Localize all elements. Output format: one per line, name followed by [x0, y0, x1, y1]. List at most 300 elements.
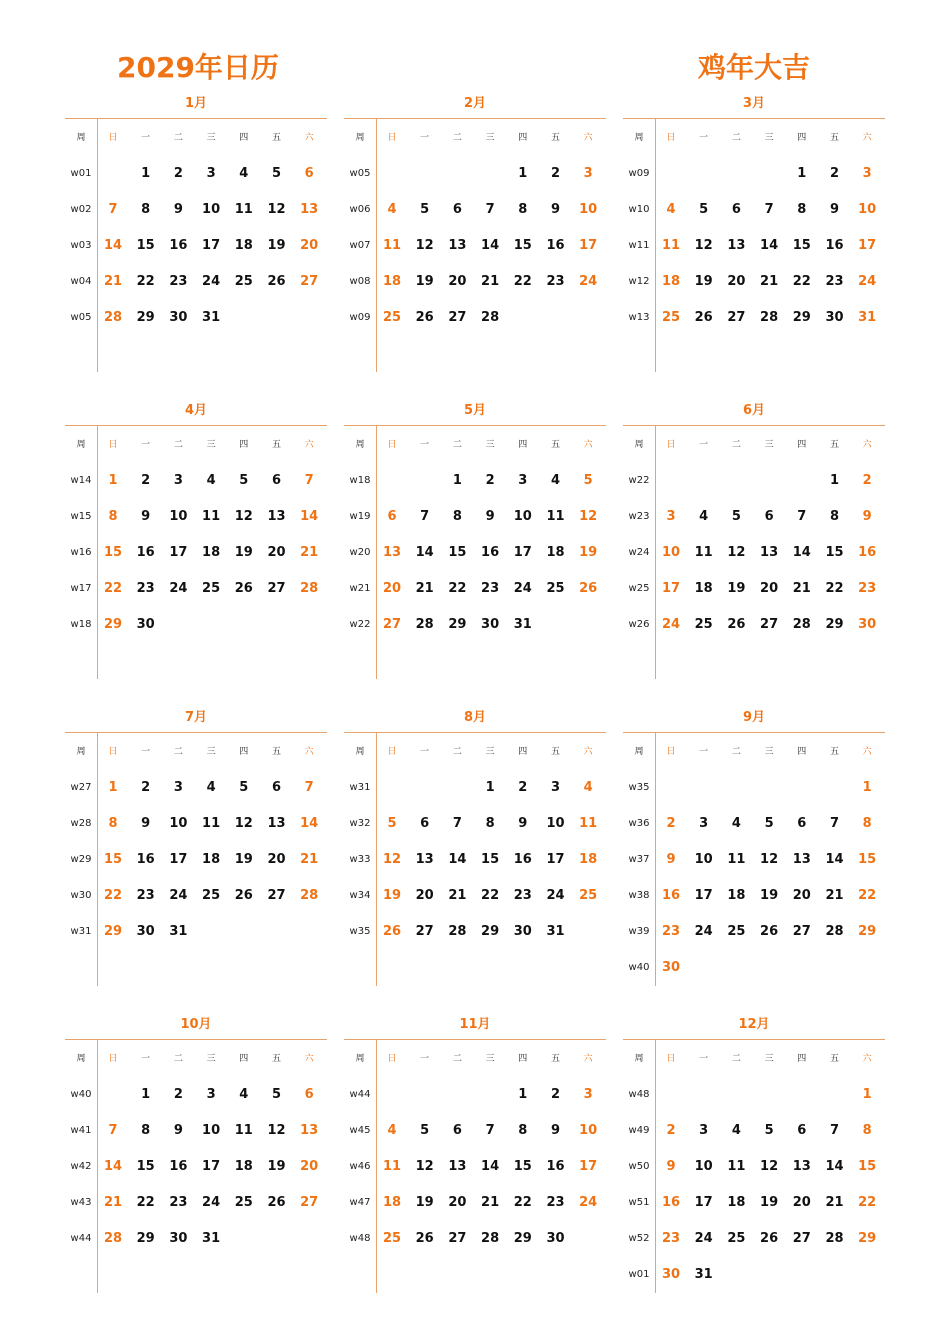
day-cell: 20 [792, 888, 811, 903]
weekday-header: 日 [387, 440, 397, 450]
day-cell: 22 [136, 1195, 155, 1210]
day-cell: 17 [202, 1159, 221, 1174]
weekday-header: 四 [797, 747, 807, 757]
day-cell: 7 [485, 202, 495, 217]
weekday-header: 二 [731, 133, 741, 143]
month-block [65, 1015, 327, 1299]
day-cell: 16 [481, 545, 500, 560]
day-cell: 23 [825, 274, 844, 289]
weekday-header: 四 [797, 440, 807, 450]
weekday-header: 五 [550, 440, 560, 450]
week-number: w35 [628, 782, 650, 793]
month-name: 1月 [184, 96, 208, 111]
day-cell: 3 [173, 473, 183, 488]
day-cell: 18 [382, 1195, 402, 1210]
day-cell: 9 [173, 1123, 183, 1138]
weekday-header: 日 [666, 133, 676, 143]
day-cell: 26 [267, 1195, 286, 1210]
day-cell: 31 [513, 617, 532, 632]
day-cell: 10 [546, 816, 565, 831]
day-cell: 4 [731, 816, 741, 831]
day-cell: 20 [760, 581, 779, 596]
weekday-header: 三 [485, 747, 495, 757]
day-cell: 25 [202, 888, 221, 903]
day-cell: 15 [103, 545, 123, 560]
day-cell: 26 [382, 924, 402, 939]
weekday-header: 五 [271, 747, 281, 757]
day-cell: 16 [858, 545, 877, 560]
day-cell: 17 [579, 238, 598, 253]
week-number: w45 [349, 1125, 371, 1136]
day-cell: 26 [267, 274, 286, 289]
weekday-header: 四 [797, 133, 807, 143]
day-cell: 3 [666, 509, 676, 524]
day-cell: 28 [300, 888, 319, 903]
day-cell: 23 [513, 888, 532, 903]
day-cell: 26 [234, 581, 253, 596]
month-header-rule [65, 1039, 327, 1040]
day-cell: 18 [727, 888, 746, 903]
day-cell: 2 [485, 473, 495, 488]
day-cell: 8 [829, 509, 840, 524]
day-cell: 6 [271, 780, 282, 795]
weekday-header: 二 [173, 133, 183, 143]
day-cell: 27 [300, 274, 319, 289]
day-cell: 24 [202, 274, 221, 289]
day-cell: 13 [760, 545, 779, 560]
day-cell: 5 [583, 473, 593, 488]
month-header-rule [65, 732, 327, 733]
day-cell: 11 [234, 202, 253, 217]
day-cell: 1 [829, 473, 840, 488]
day-cell: 14 [792, 545, 811, 560]
day-cell: 5 [420, 202, 430, 217]
day-cell: 19 [694, 274, 713, 289]
weekday-header: 五 [829, 1054, 839, 1064]
day-cell: 29 [858, 924, 877, 939]
weekday-header: 日 [108, 440, 118, 450]
weekday-header: 六 [304, 1054, 314, 1064]
month-name: 3月 [742, 96, 766, 111]
day-cell: 17 [513, 545, 532, 560]
weekday-header: 六 [862, 747, 872, 757]
weekday-header: 三 [206, 747, 216, 757]
day-cell: 15 [481, 852, 500, 867]
day-cell: 15 [513, 1159, 532, 1174]
month-header-rule [623, 425, 885, 426]
day-cell: 9 [666, 1159, 676, 1174]
weekday-header: 二 [731, 1054, 741, 1064]
day-cell: 29 [481, 924, 500, 939]
day-cell: 13 [792, 1159, 811, 1174]
day-cell: 21 [825, 1195, 844, 1210]
day-cell: 30 [661, 1267, 681, 1282]
week-header: 周 [634, 747, 644, 757]
day-cell: 5 [764, 816, 774, 831]
day-cell: 14 [481, 1159, 500, 1174]
day-cell: 5 [271, 1087, 282, 1102]
week-number: w47 [349, 1197, 371, 1208]
day-cell: 27 [727, 310, 746, 325]
week-number: w46 [349, 1161, 371, 1172]
day-cell: 26 [727, 617, 746, 632]
day-cell: 18 [234, 1159, 253, 1174]
weekday-header: 一 [420, 1054, 430, 1064]
day-cell: 27 [267, 888, 286, 903]
day-cell: 23 [858, 581, 877, 596]
day-cell: 20 [300, 1159, 319, 1174]
weekday-header: 六 [304, 440, 314, 450]
weekday-header: 三 [206, 133, 216, 143]
day-cell: 11 [579, 816, 598, 831]
week-header: 周 [76, 133, 86, 143]
weekday-header: 三 [485, 1054, 495, 1064]
day-cell: 28 [760, 310, 779, 325]
day-cell: 28 [448, 924, 467, 939]
day-cell: 21 [300, 852, 319, 867]
week-number: w22 [628, 475, 650, 486]
day-cell: 26 [579, 581, 598, 596]
month-block [65, 401, 327, 685]
day-cell: 10 [694, 1159, 713, 1174]
day-cell: 11 [694, 545, 713, 560]
day-cell: 3 [699, 1123, 709, 1138]
day-cell: 22 [481, 888, 500, 903]
day-cell: 26 [694, 310, 713, 325]
week-number: w49 [628, 1125, 650, 1136]
day-cell: 2 [173, 1087, 183, 1102]
day-cell: 11 [727, 1159, 746, 1174]
day-cell: 16 [825, 238, 844, 253]
month-name: 12月 [738, 1017, 770, 1032]
month-block [344, 1015, 606, 1299]
month-name: 2月 [463, 96, 487, 111]
day-cell: 3 [173, 780, 183, 795]
week-number: w40 [628, 962, 650, 973]
day-cell: 24 [169, 888, 188, 903]
week-number: w35 [349, 926, 371, 937]
week-header: 周 [355, 747, 365, 757]
weekday-header: 四 [518, 747, 528, 757]
day-cell: 20 [267, 545, 286, 560]
weekday-header: 日 [387, 133, 397, 143]
day-cell: 24 [579, 274, 598, 289]
week-number: w51 [628, 1197, 650, 1208]
day-cell: 28 [103, 1231, 123, 1246]
day-cell: 27 [448, 1231, 467, 1246]
weekday-header: 一 [699, 1054, 709, 1064]
day-cell: 3 [550, 780, 561, 795]
week-header: 周 [76, 440, 86, 450]
day-cell: 25 [727, 1231, 746, 1246]
day-cell: 28 [415, 617, 434, 632]
week-number: w01 [70, 168, 92, 179]
week-number: w10 [628, 204, 650, 215]
day-cell: 18 [727, 1195, 746, 1210]
day-cell: 10 [579, 202, 598, 217]
day-cell: 9 [862, 509, 872, 524]
day-cell: 20 [382, 581, 402, 596]
month-block [65, 708, 327, 992]
week-number: w31 [70, 926, 92, 937]
day-cell: 16 [513, 852, 532, 867]
day-cell: 20 [727, 274, 746, 289]
day-cell: 22 [136, 274, 155, 289]
day-cell: 12 [382, 852, 402, 867]
week-header: 周 [355, 1054, 365, 1064]
weekday-header: 日 [666, 747, 676, 757]
weekday-header: 六 [583, 747, 593, 757]
day-cell: 9 [485, 509, 495, 524]
day-cell: 6 [731, 202, 741, 217]
day-cell: 1 [108, 780, 118, 795]
week-number: w24 [628, 547, 650, 558]
month-block [623, 708, 885, 992]
day-cell: 1 [518, 166, 528, 181]
day-cell: 2 [141, 473, 151, 488]
day-cell: 11 [382, 238, 402, 253]
month-name: 5月 [463, 403, 487, 418]
day-cell: 1 [862, 780, 872, 795]
week-number: w03 [70, 240, 92, 251]
day-cell: 25 [579, 888, 598, 903]
week-number: w44 [349, 1089, 371, 1100]
week-number: w09 [628, 168, 650, 179]
week-number: w05 [349, 168, 371, 179]
day-cell: 2 [666, 1123, 676, 1138]
week-header: 周 [76, 1054, 86, 1064]
day-cell: 30 [169, 310, 188, 325]
day-cell: 21 [792, 581, 811, 596]
weekday-header: 一 [699, 133, 709, 143]
day-cell: 12 [267, 202, 286, 217]
day-cell: 16 [169, 238, 188, 253]
day-cell: 2 [862, 473, 872, 488]
day-cell: 14 [825, 852, 844, 867]
day-cell: 13 [300, 1123, 319, 1138]
day-cell: 12 [694, 238, 713, 253]
week-number: w23 [628, 511, 650, 522]
weekday-header: 四 [239, 440, 249, 450]
day-cell: 19 [579, 545, 598, 560]
day-cell: 13 [382, 545, 402, 560]
day-cell: 4 [731, 1123, 741, 1138]
day-cell: 23 [661, 1231, 681, 1246]
day-cell: 31 [202, 1231, 221, 1246]
day-cell: 7 [108, 202, 118, 217]
day-cell: 1 [862, 1087, 872, 1102]
month-block [623, 1015, 885, 1299]
day-cell: 16 [169, 1159, 188, 1174]
day-cell: 13 [267, 509, 286, 524]
day-cell: 1 [452, 473, 462, 488]
day-cell: 28 [792, 617, 811, 632]
week-number: w19 [349, 511, 371, 522]
day-cell: 27 [267, 581, 286, 596]
weekday-header: 五 [271, 440, 281, 450]
day-cell: 25 [234, 274, 253, 289]
day-cell: 6 [452, 1123, 462, 1138]
day-cell: 13 [448, 238, 467, 253]
week-number: w17 [70, 583, 92, 594]
week-number: w22 [349, 619, 371, 630]
day-cell: 19 [760, 1195, 779, 1210]
weekday-header: 四 [518, 1054, 528, 1064]
day-cell: 16 [661, 1195, 681, 1210]
day-cell: 1 [518, 1087, 528, 1102]
weekday-header: 二 [173, 1054, 183, 1064]
weekday-header: 五 [829, 440, 839, 450]
day-cell: 6 [387, 509, 397, 524]
day-cell: 12 [579, 509, 598, 524]
day-cell: 7 [108, 1123, 118, 1138]
weekday-header: 三 [764, 1054, 774, 1064]
day-cell: 13 [448, 1159, 467, 1174]
day-cell: 2 [550, 166, 561, 181]
day-cell: 18 [382, 274, 402, 289]
month-block [65, 94, 327, 378]
day-cell: 2 [666, 816, 676, 831]
weekday-header: 五 [550, 1054, 560, 1064]
weekday-header: 六 [304, 133, 314, 143]
month-block [623, 401, 885, 685]
day-cell: 27 [415, 924, 434, 939]
week-number: w18 [349, 475, 371, 486]
day-cell: 24 [546, 888, 565, 903]
day-cell: 23 [546, 274, 565, 289]
day-cell: 12 [415, 238, 434, 253]
day-cell: 9 [173, 202, 183, 217]
weekday-header: 四 [518, 440, 528, 450]
week-number: w44 [70, 1233, 92, 1244]
week-number: w41 [70, 1125, 92, 1136]
weekday-header: 二 [173, 747, 183, 757]
day-cell: 7 [764, 202, 774, 217]
weekday-header: 四 [518, 133, 528, 143]
day-cell: 22 [858, 1195, 877, 1210]
day-cell: 22 [792, 274, 811, 289]
weekday-header: 一 [141, 1054, 151, 1064]
weekday-header: 二 [452, 747, 462, 757]
weekday-header: 四 [239, 133, 249, 143]
day-cell: 8 [108, 509, 118, 524]
day-cell: 15 [792, 238, 811, 253]
week-number: w29 [70, 854, 92, 865]
day-cell: 7 [452, 816, 462, 831]
day-cell: 28 [481, 1231, 500, 1246]
weekday-header: 二 [452, 1054, 462, 1064]
day-cell: 28 [825, 1231, 844, 1246]
day-cell: 27 [792, 1231, 811, 1246]
weekday-header: 五 [271, 1054, 281, 1064]
week-header: 周 [634, 1054, 644, 1064]
week-number: w21 [349, 583, 371, 594]
day-cell: 29 [103, 617, 123, 632]
week-header: 周 [76, 747, 86, 757]
day-cell: 5 [420, 1123, 430, 1138]
day-cell: 27 [382, 617, 402, 632]
day-cell: 24 [169, 581, 188, 596]
day-cell: 3 [206, 166, 216, 181]
day-cell: 24 [858, 274, 877, 289]
day-cell: 15 [448, 545, 467, 560]
day-cell: 21 [760, 274, 779, 289]
day-cell: 11 [661, 238, 681, 253]
day-cell: 12 [760, 852, 779, 867]
week-number: w30 [70, 890, 92, 901]
month-header-rule [623, 732, 885, 733]
day-cell: 23 [169, 1195, 188, 1210]
day-cell: 14 [415, 545, 434, 560]
day-cell: 14 [448, 852, 467, 867]
week-number: w08 [349, 276, 371, 287]
week-number: w20 [349, 547, 371, 558]
week-number: w28 [70, 818, 92, 829]
day-cell: 4 [666, 202, 676, 217]
day-cell: 21 [103, 1195, 123, 1210]
day-cell: 25 [382, 310, 402, 325]
day-cell: 30 [136, 617, 155, 632]
day-cell: 14 [300, 816, 319, 831]
day-cell: 17 [858, 238, 877, 253]
month-block [344, 708, 606, 992]
day-cell: 22 [103, 888, 123, 903]
day-cell: 24 [513, 581, 532, 596]
day-cell: 30 [546, 1231, 565, 1246]
day-cell: 26 [760, 924, 779, 939]
weekday-header: 六 [583, 1054, 593, 1064]
day-cell: 8 [485, 816, 495, 831]
day-cell: 15 [858, 852, 877, 867]
day-cell: 25 [661, 310, 681, 325]
day-cell: 26 [760, 1231, 779, 1246]
day-cell: 6 [797, 816, 807, 831]
day-cell: 30 [825, 310, 844, 325]
day-cell: 16 [546, 1159, 565, 1174]
weekday-header: 一 [420, 440, 430, 450]
weekday-header: 六 [304, 747, 314, 757]
day-cell: 8 [862, 1123, 872, 1138]
day-cell: 30 [513, 924, 532, 939]
day-cell: 2 [173, 166, 183, 181]
week-number: w14 [70, 475, 92, 486]
weekday-header: 四 [797, 1054, 807, 1064]
day-cell: 23 [136, 888, 155, 903]
week-number: w15 [70, 511, 92, 522]
week-header: 周 [634, 440, 644, 450]
day-cell: 17 [694, 888, 713, 903]
month-header-rule [344, 1039, 606, 1040]
day-cell: 24 [661, 617, 681, 632]
day-cell: 29 [825, 617, 844, 632]
day-cell: 11 [202, 509, 221, 524]
day-cell: 13 [300, 202, 319, 217]
day-cell: 16 [136, 852, 155, 867]
weekday-header: 二 [731, 747, 741, 757]
week-number: w25 [628, 583, 650, 594]
day-cell: 30 [858, 617, 877, 632]
day-cell: 25 [234, 1195, 253, 1210]
day-cell: 4 [206, 473, 216, 488]
weekday-header: 六 [862, 440, 872, 450]
day-cell: 18 [202, 545, 221, 560]
weekday-header: 五 [550, 747, 560, 757]
week-number: w06 [349, 204, 371, 215]
day-cell: 22 [513, 274, 532, 289]
calendar-title: 2029年日历 [117, 51, 279, 84]
weekday-header: 日 [108, 133, 118, 143]
day-cell: 21 [481, 274, 500, 289]
